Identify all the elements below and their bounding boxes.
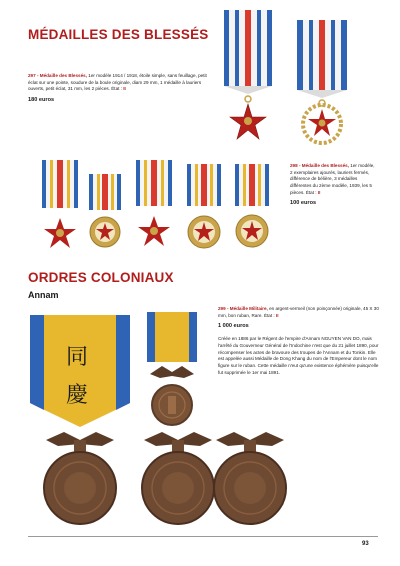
lot-299-text: en argent-vermeil (non poinçonnée) originale, 45 X 30 mm, bon ruban, Rare. (218, 306, 379, 318)
lot-297-price: 180 euros (28, 96, 55, 103)
lot-298-etat: II (317, 189, 321, 195)
lot-298-medal-3 (132, 160, 176, 252)
lot-298-description (290, 163, 378, 207)
ribbon-character-2: 慶 (66, 383, 89, 408)
lot-299-ribbon-small (144, 312, 200, 438)
lot-297-medal-laurel (292, 20, 352, 150)
lot-298-medal-4 (184, 164, 224, 252)
lot-298-price: 100 euros (290, 200, 317, 207)
section-subtitle-annam: Annam (28, 290, 59, 300)
lot-297-etat-label: État : (109, 86, 124, 92)
section-title-colonial: ORDRES COLONIAUX (28, 270, 174, 285)
lot-299-description (218, 306, 382, 376)
lot-297-number: 297 - Médaille des Blessés, (28, 73, 87, 78)
lot-297-medal-star (218, 10, 278, 150)
section-title-wounded: MÉDAILLES DES BLESSÉS (28, 27, 209, 42)
lot-298-text: 1er modèle, 2 exemplaires ajourés, lauriers fermés, différence de bélière, 3 médailles différentes du 2ème modèle, 1939, les 5 pièces. (290, 163, 375, 195)
lot-299-medal-left (40, 432, 120, 528)
lot-297-text: 1er modèle 1914 / 1918, étoile simple, sans feuillage, petit éclat sur une pointe, soudure de la boule originale, diam 29 mm, 1 médaille à lauriers ouverts, petit éclat, 31 mm, les 2 pièces. (28, 73, 207, 92)
lot-299-medal-center (138, 432, 218, 528)
lot-298-number: 298 - Médaille des Blessés, (290, 163, 349, 168)
lot-299-etat: II (275, 312, 279, 318)
lot-297-description (28, 73, 214, 104)
lot-298-medal-5 (232, 164, 272, 252)
ribbon-character-1: 同 (66, 345, 89, 370)
lot-298-medal-2 (86, 174, 124, 254)
footer-divider (28, 536, 378, 537)
lot-299-medal-right (210, 432, 290, 528)
lot-299-ribbon-large (30, 315, 130, 427)
lot-299-price: 1 000 euros (218, 323, 249, 330)
lot-298-etat-label: État : (304, 189, 318, 195)
lot-299-etat-label: État : (262, 312, 276, 318)
lot-298-medal-1 (38, 160, 82, 252)
page-number: 93 (362, 541, 369, 547)
lot-297-etat: II (123, 86, 126, 92)
lot-299-number: 299 - Médaille Militaire, (218, 306, 268, 311)
lot-299-history: Créée en 1886 par le Régent de l'empire d'Annam NGUYEN VAN DO, mais l'arrêté du Gouverneur Général de l'Indochine n'est que du 21 juillet 1890, pour récompenser les actes de bravoure des troupes de l'Annam et du Tonkin. Elle est appelée aussi Médaille de Dong Khang du nom de l'Empereur dont le nom figure sur le ruban. Cette médaille n'eut qu'une existence éphémère puisqu'elle fut supprimée le 1er mai 1891. (218, 336, 379, 375)
